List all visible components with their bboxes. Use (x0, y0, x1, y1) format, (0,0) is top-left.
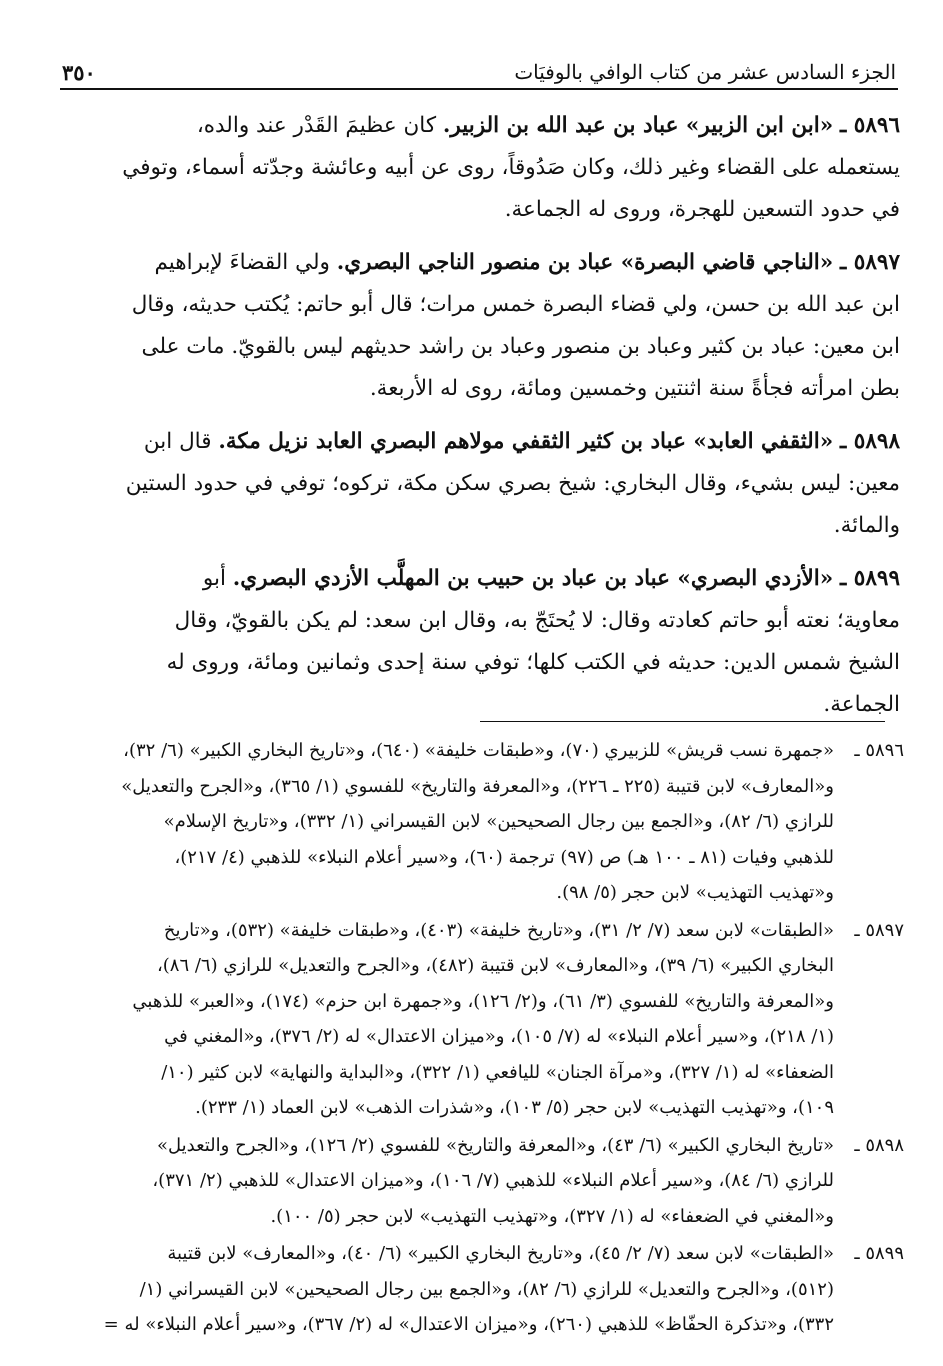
page-header (60, 48, 898, 90)
footnote-line: «تاريخ البخاري الكبير» (٦/ ٤٣)، و«المعرفة والتاريخ» للفسوي (٢/ ١٢٦)، و«الجرح والتعديل» (156, 1134, 834, 1156)
entry-first-line (60, 105, 900, 147)
footnote-line: ١٠٩)، و«تهذيب التهذيب» لابن حجر (٥/ ١٠٣)، و«شذرات الذهب» لابن العماد (١/ ٢٣٣). (195, 1097, 834, 1118)
footnote-line: و«المغني في الضعفاء» له (١/ ٣٢٧)، و«تهذيب التهذيب» لابن حجر (٥/ ١٠٠). (270, 1205, 834, 1227)
footnote-line: الضعفاء» له (١/ ٣٢٧)، و«مرآة الجنان» لليافعي (١/ ٣٢٢)، و«البداية والنهاية» لابن كثير (١٠/ (161, 1061, 834, 1083)
footnote-line: و«تهذيب التهذيب» لابن حجر (٥/ ٩٨). (556, 882, 834, 903)
footnotes (56, 733, 904, 1345)
entry-line: معاوية؛ نعته أبو حاتم كعادته وقال: لا يُحتَجّ به، وقال ابن سعد: لم يكن بالقويّ، وقال (174, 608, 900, 633)
entry-number: ٥٨٩٨ ـ (840, 429, 900, 454)
running-head: الجزء السادس عشر من كتاب الوافي بالوفيَات (514, 60, 896, 84)
footnote-5898 (56, 1128, 904, 1235)
footnote-line: للذهبي وفيات (٨١ ـ ١٠٠ هـ) ص (٩٧) ترجمة (٦٠)، و«سير أعلام النبلاء» للذهبي (٤/ ٢١٧)، (174, 846, 834, 868)
entry-text: قال ابن (143, 429, 212, 454)
entry-title: «الناجي قاضي البصرة» عباد بن منصور الناجي البصري. (336, 250, 834, 275)
footnote-line: للرازي (٦/ ٨٢)، و«الجمع بين رجال الصحيحين» لابن القيسراني (١/ ٣٣٢)، و«تاريخ الإسلام» (163, 811, 834, 832)
footnote-body (56, 733, 834, 911)
entry-number: ٥٨٩٦ ـ (840, 113, 900, 138)
footnote-separator (480, 721, 885, 722)
entry-first-line (60, 421, 900, 463)
footnote-line: (٥١٢)، و«الجرح والتعديل» للرازي (٦/ ٨٢)، و«الجمع بين رجال الصحيحين» لابن القيسراني (١/ (139, 1278, 834, 1300)
footnote-body (56, 1128, 834, 1235)
entry-line: ابن معين: عباد بن كثير وعباد بن منصور وعباد بن راشد حديثهم ليس بالقويّ. مات على (141, 334, 900, 359)
footnote-line: (١/ ٢١٨)، و«سير أعلام النبلاء» له (٧/ ١٠٥)، و«ميزان الاعتدال» له (٢/ ٣٧٦)، و«المغني في (164, 1026, 834, 1047)
entry-5899 (60, 558, 900, 726)
entry-line: والمائة. (833, 513, 900, 538)
entry-title: «الثقفي العابد» عباد بن كثير الثقفي مولاهم البصري العابد نزيل مكة. (218, 429, 834, 454)
footnote-line: البخاري الكبير» (٦/ ٣٩)، و«المعارف» لابن قتيبة (٤٨٢)، و«الجرح والتعديل» للرازي (٦/ ٨٦)، (156, 955, 834, 976)
entry-line: بطن امرأته فجأةً سنة اثنتين وخمسين ومائة، روى له الأربعة. (369, 376, 900, 401)
entry-line: الجماعة. (823, 692, 900, 717)
entry-line: معين: ليس بشيء، وقال البخاري: شيخ بصري سكن مكة، تركوه؛ توفي في حدود الستين (125, 471, 900, 496)
footnote-line: ٣٣٢)، و«تذكرة الحفّاظ» للذهبي (٢٦٠)، و«ميزان الاعتدال» له (٢/ ٣٦٧)، و«سير أعلام النبلاء» له = (103, 1314, 834, 1335)
entry-number: ٥٨٩٩ ـ (840, 566, 900, 591)
footnote-body (56, 1236, 834, 1343)
entry-first-line (60, 558, 900, 600)
footnote-line: و«المعرفة والتاريخ» للفسوي (٣/ ٦١)، و(٢/ ١٢٦)، و«جمهرة ابن حزم» (١٧٤)، و«العبر» للذهبي (132, 990, 834, 1012)
main-text (60, 105, 900, 737)
footnote-number: ٥٨٩٦ ـ (854, 740, 904, 761)
entry-5896 (60, 105, 900, 231)
footnote-line: «الطبقات» لابن سعد (٧/ ٢/ ٤٥)، و«تاريخ البخاري الكبير» (٦/ ٤٠)، و«المعارف» لابن قتيبة (167, 1243, 834, 1264)
footnote-5896 (56, 733, 904, 911)
entry-number: ٥٨٩٧ ـ (840, 250, 900, 275)
footnote-number: ٥٨٩٩ ـ (854, 1243, 904, 1264)
footnote-line: للرازي (٦/ ٨٤)، و«سير أعلام النبلاء» للذهبي (٧/ ١٠٦)، و«ميزان الاعتدال» للذهبي (٢/ ٣٧١)، (152, 1170, 834, 1191)
entry-text: أبو (202, 566, 226, 591)
entry-title: «الأزدي البصري» عباد بن عباد بن حبيب بن المهلَّب الأزدي البصري. (232, 566, 834, 591)
entry-text: كان عظيمَ القَدْر عند والده، (196, 113, 437, 138)
entry-line: ابن عبد الله بن حسن، ولي قضاء البصرة خمس مرات؛ قال أبو حاتم: يُكتب حديثه، وقال (131, 292, 900, 317)
entry-title: «ابن ابن الزبير» عباد بن عبد الله بن الزبير. (442, 113, 834, 138)
footnote-5899 (56, 1236, 904, 1343)
entry-5898 (60, 421, 900, 547)
footnote-5897 (56, 913, 904, 1126)
entry-5897 (60, 242, 900, 410)
entry-line: في حدود التسعين للهجرة، وروى له الجماعة. (504, 197, 900, 222)
footnote-line: «الطبقات» لابن سعد (٧/ ٢/ ٣١)، و«تاريخ خليفة» (٤٠٣)، و«طبقات خليفة» (٥٣٢)، و«تاريخ (163, 919, 834, 941)
entry-first-line (60, 242, 900, 284)
footnote-line: و«المعارف» لابن قتيبة (٢٢٥ ـ ٢٢٦)، و«المعرفة والتاريخ» للفسوي (١/ ٣٦٥)، و«الجرح والتعديل» (121, 775, 834, 797)
entry-text: ولي القضاءَ لإبراهيم (154, 250, 330, 275)
footnote-body (56, 913, 834, 1126)
footnote-line: «جمهرة نسب قريش» للزبيري (٧٠)، و«طبقات خليفة» (٦٤٠)، و«تاريخ البخاري الكبير» (٦/ ٣٢)، (123, 740, 834, 761)
footnote-number: ٥٨٩٧ ـ (854, 919, 904, 941)
footnote-number: ٥٨٩٨ ـ (854, 1134, 904, 1156)
entry-line: يستعمله على القضاء وغير ذلك، وكان صَدُوقاً، روى عن أبيه وعائشة وجدّته أسماء، وتوفي (122, 155, 900, 180)
entry-line: الشيخ شمس الدين: حديثه في الكتب كلها؛ توفي سنة إحدى وثمانين ومائة، وروى له (166, 650, 900, 675)
page-number: ٣٥٠ (62, 60, 96, 85)
